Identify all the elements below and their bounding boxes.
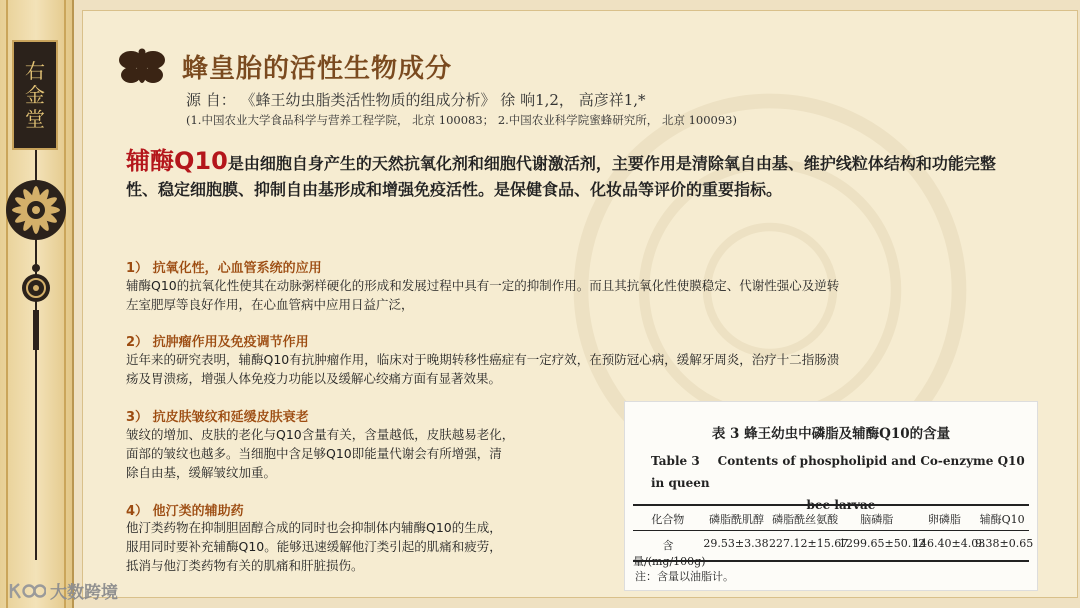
source-citation: 源 自： 《蜂王幼虫脂类活性物质的组成分析》 徐 响1,2， 高彦祥1,* [186,91,646,109]
section-3-line: 皱纹的增加、皮肤的老化与Q10含量有关，含量越低，皮肤越易老化， [126,427,515,442]
intro-text: 是由细胞自身产生的天然抗氧化剂和细胞代谢激活剂，主要作用是清除氧自由基、维护线粒体结构和功能完整性、稳定细胞膜、抑制自由基形成和增强免疫活性。是保健食品、化妆品等评价的重要指标。 [126,154,996,199]
table-header-cell: 化合物 [651,513,685,526]
left-decorative-band [0,0,74,608]
table-note: 注：含量以油脂计。 [635,570,734,583]
table-cell: 29.53±3.38 [703,537,769,550]
table-header-row [633,511,1029,527]
section-3-heading: 3） 抗皮肤皱纹和延缓皮肤衰老 [126,410,309,425]
logo-char-3: 堂 [25,107,45,131]
section-3-line: 面部的皱纹也越多。当细胞中含足够Q10即能量代谢会有所增强，清 [126,446,502,461]
page-title: 蜂皇胎的活性生物成分 [182,54,453,84]
section-2-line: 近年来的研究表明，辅酶Q10有抗肿瘤作用，临床对于晚期转移性癌症有一定疗效，在预防冠心病，缓解牙周炎，治疗十二指肠溃 [126,352,840,367]
table-cell: 含量/(mg/100g) [633,539,706,568]
section-4-line: 他汀类药物在抑制胆固醇合成的同时也会抑制体内辅酶Q10的生成， [126,520,502,535]
table-cell: 146.40±4.03 [913,537,986,550]
logo-char-2: 金 [25,83,45,107]
section-2-line: 疡及胃溃疡，增强人体免疫力功能以及缓解心绞痛方面有显著效果。 [126,371,502,386]
brand-logo-box [12,40,58,150]
section-4-body [126,518,502,575]
table-label: Table 3 [651,454,700,468]
table-cell: 227.12±15.67 [769,537,849,550]
hanging-ornament-icon [0,150,72,570]
content-table-figure [624,401,1038,591]
table-header-cell: 磷脂酰丝氨酸 [772,513,839,526]
section-1-line: 辅酶Q10的抗氧化性使其在动脉粥样硬化的形成和发展过程中具有一定的抑制作用。而且其抗氧化性使膜稳定、代谢性强心及逆转 [126,278,840,293]
coq10-highlight: 辅酶Q10 [126,147,228,175]
section-3-line: 除自由基，缓解皱纹加重。 [126,465,277,480]
author-affiliation: (1.中国农业大学食品科学与营养工程学院， 北京 100083； 2.中国农业科学院蜜蜂研究所， 北京 100093) [186,113,737,127]
table-title-en [651,450,1031,516]
brand-logo-icon [8,581,46,601]
section-4-heading: 4） 他汀类的辅助药 [126,504,244,519]
table-header-cell: 脑磷脂 [860,513,894,526]
section-4-line: 服用同时要补充辅酶Q10。能够迅速缓解他汀类引起的肌痛和疲劳， [126,539,502,554]
section-1-body [126,276,839,314]
table-header-cell: 卵磷脂 [927,513,961,526]
table-header-cell: 磷脂酰肌醇 [708,513,764,526]
section-2-body [126,350,839,388]
section-1-line: 左室肥厚等良好作用，在心血管病中应用日益广泛， [126,297,414,312]
brand-name: 大数跨境 [50,583,118,603]
table-title-en-line2: bee larvae [806,498,876,512]
intro-paragraph [126,148,1026,203]
section-2-heading: 2） 抗肿瘤作用及免疫调节作用 [126,335,309,350]
table-row [633,537,1034,569]
logo-char-1: 右 [25,59,45,83]
section-1-heading: 1） 抗氧化性，心血管系统的应用 [126,261,322,276]
brand-watermark [8,578,118,603]
table-title-en-line1: Contents of phospholipid and Co-enzyme Q10 in queen [651,454,1025,490]
table-cell: 1299.65±50.12 [839,537,926,550]
section-4-line: 抵消与他汀类药物有关的肌痛和肝脏损伤。 [126,558,364,573]
table-title-cn: 表 3 蜂王幼虫中磷脂及辅酶Q10的含量 [711,426,951,442]
section-3-body [126,425,514,482]
bee-icon [118,48,166,86]
table-cell: 9.38±0.65 [975,537,1034,550]
table-header-cell: 辅酶Q10 [979,513,1025,526]
